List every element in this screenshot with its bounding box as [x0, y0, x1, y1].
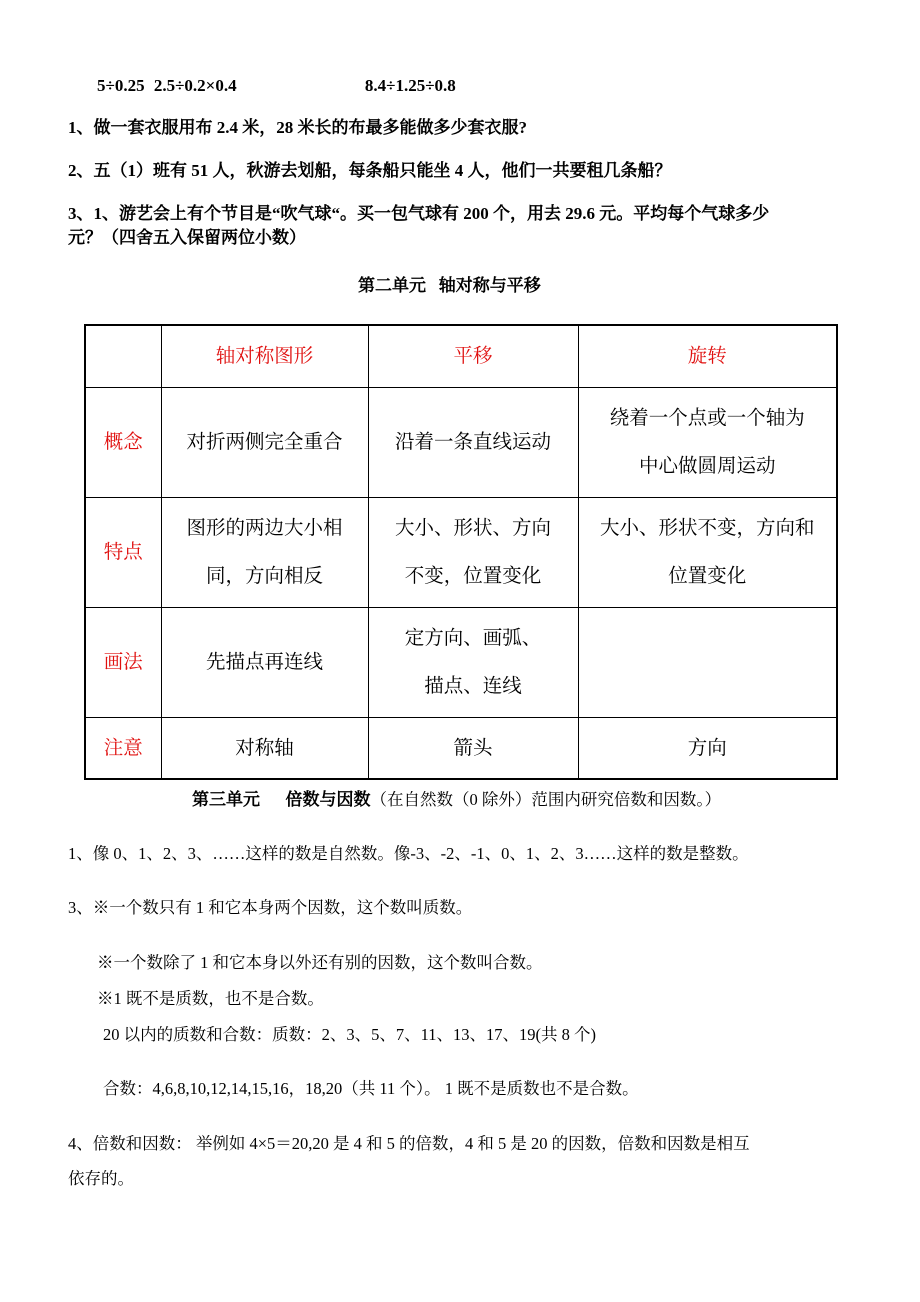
- features-translation-line-2: 不变，位置变化: [404, 564, 542, 587]
- concept-symmetry-line-1: 对折两侧完全重合: [186, 430, 343, 453]
- unit3-item-4-line-1: 4、倍数和因数： 举例如 4×5＝20,20 是 4 和 5 的倍数，4 和 5 是 20 的因数，倍数和因数是相互: [68, 1134, 750, 1153]
- header-rotation: 旋转: [578, 325, 837, 387]
- note-rotation-line-1: 方向: [687, 735, 727, 759]
- features-translation-line-1: 大小、形状、方向: [394, 516, 551, 539]
- header-corner-cell: [85, 325, 161, 387]
- note-symmetry-line-1: 对称轴: [235, 735, 294, 759]
- note-symmetry-cell: [161, 717, 368, 779]
- features-symmetry-line-1: 图形的两边大小相: [186, 516, 343, 539]
- expression-row: [97, 76, 456, 96]
- unit3-one-note: ※1 既不是质数，也不是合数。: [97, 989, 324, 1008]
- table-row-features: [85, 497, 837, 607]
- unit3-primes-list: 20 以内的质数和合数：质数：2、3、5、7、11、13、17、19(共 8 个): [103, 1025, 597, 1044]
- unit3-composite-def: ※一个数除了 1 和它本身以外还有别的因数，这个数叫合数。: [97, 953, 543, 972]
- concept-rotation-cell: [578, 387, 837, 497]
- problem-3-line-2: 元？（四舍五入保留两位小数）: [68, 228, 306, 247]
- expression-2: 2.5÷0.2×0.4: [153, 76, 237, 95]
- problem-2: 2、五（1）班有 51 人，秋游去划船，每条船只能坐 4 人，他们一共要租几条船？: [68, 161, 672, 180]
- drawing-symmetry-cell: [161, 607, 368, 717]
- row-label-drawing: 画法: [85, 607, 161, 717]
- note-translation-line-1: 箭头: [453, 735, 493, 759]
- unit3-title-note: （在自然数（0 除外）范围内研究倍数和因数。）: [370, 790, 722, 809]
- table-row-note: [85, 717, 837, 779]
- drawing-translation-cell: [368, 607, 578, 717]
- header-translation: 平移: [368, 325, 578, 387]
- features-rotation-line-1: 大小、形状不变，方向和: [599, 516, 815, 539]
- expression-1: 5÷0.25: [97, 76, 145, 95]
- table-row-drawing: [85, 607, 837, 717]
- drawing-rotation-cell: [578, 607, 837, 717]
- note-rotation-cell: [578, 717, 837, 779]
- drawing-translation-line-1: 定方向、画弧、: [404, 626, 542, 649]
- concept-rotation-line-2: 中心做圆周运动: [638, 454, 776, 477]
- unit2-title: 第二单元 轴对称与平移: [358, 276, 541, 295]
- drawing-translation-line-2: 描点、连线: [424, 674, 522, 697]
- concept-translation-line-1: 沿着一条直线运动: [394, 430, 551, 453]
- header-axis-symmetry: 轴对称图形: [161, 325, 368, 387]
- features-symmetry-line-2: 同，方向相反: [205, 564, 323, 587]
- drawing-symmetry-line-1: 先描点再连线: [205, 650, 323, 673]
- features-rotation-cell: [578, 497, 837, 607]
- unit3-item-4-line-2: 依存的。: [68, 1169, 134, 1188]
- features-symmetry-cell: [161, 497, 368, 607]
- unit3-item-1: 1、像 0、1、2、3、……这样的数是自然数。像-3、-2、-1、0、1、2、3……这样的数是整数。: [68, 844, 749, 863]
- expression-3: 8.4÷1.25÷0.8: [364, 76, 456, 95]
- unit3-title: [192, 790, 721, 810]
- unit2-table: [84, 324, 838, 780]
- row-label-concept: 概念: [85, 387, 161, 497]
- concept-rotation-line-1: 绕着一个点或一个轴为: [609, 406, 805, 429]
- table-header-row: [85, 325, 837, 387]
- concept-symmetry-cell: [161, 387, 368, 497]
- table-row-concept: [85, 387, 837, 497]
- unit3-title-bold: 第三单元 倍数与因数: [192, 790, 371, 809]
- features-translation-cell: [368, 497, 578, 607]
- note-translation-cell: [368, 717, 578, 779]
- row-label-features: 特点: [85, 497, 161, 607]
- concept-translation-cell: [368, 387, 578, 497]
- features-rotation-line-2: 位置变化: [668, 564, 747, 587]
- problem-1: 1、做一套衣服用布 2.4 米，28 米长的布最多能做多少套衣服?: [68, 118, 527, 137]
- unit3-item-3: 3、※一个数只有 1 和它本身两个因数，这个数叫质数。: [68, 898, 473, 917]
- row-label-note: 注意: [85, 717, 161, 779]
- problem-3-line-1: 3、1、游艺会上有个节目是“吹气球“。买一包气球有 200 个，用去 29.6 元。平均每个气球多少: [68, 204, 770, 223]
- unit3-composites-list: 合数：4,6,8,10,12,14,15,16，18,20（共 11 个）。 1 既不是质数也不是合数。: [103, 1079, 639, 1098]
